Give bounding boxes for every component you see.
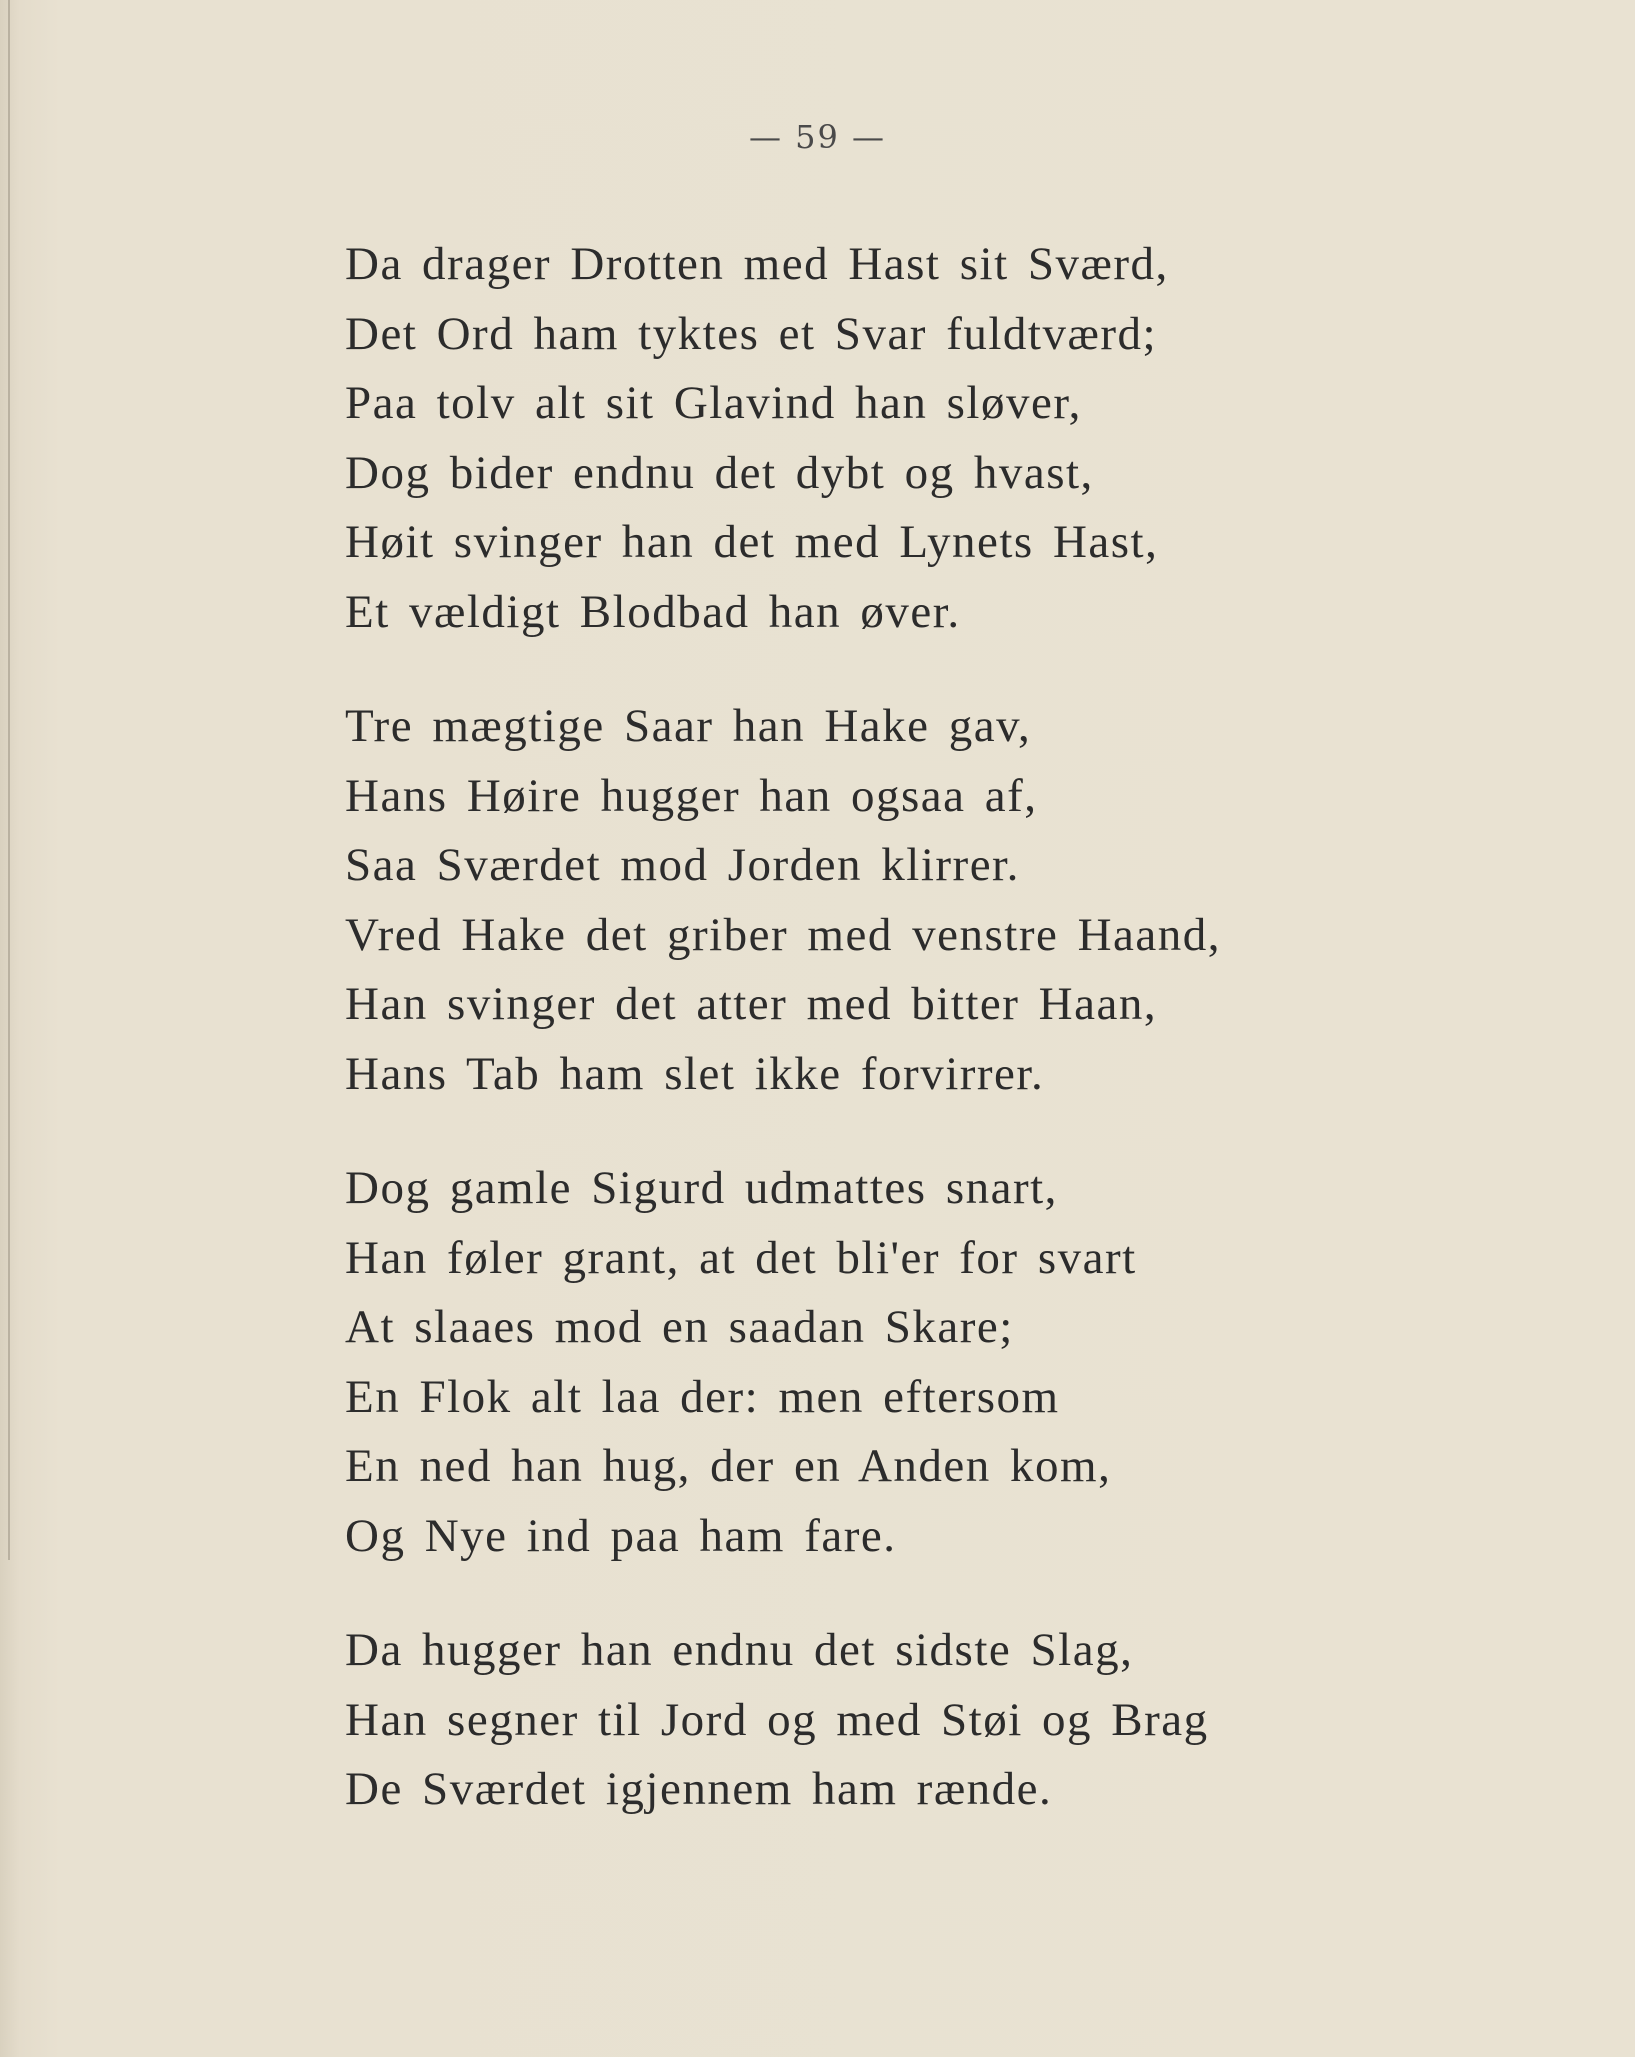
- poem-line: Vred Hake det griber med venstre Haand,: [345, 908, 1221, 961]
- poem-line: At slaaes mod en saadan Skare;: [345, 1301, 1014, 1353]
- poem-line: Han føler grant, at det bli'er for svart: [345, 1231, 1137, 1284]
- poem-line: Han segner til Jord og med Støi og Brag: [345, 1693, 1209, 1746]
- poem-line: En Flok alt laa der: men eftersom: [345, 1370, 1060, 1423]
- poem-line: Hans Tab ham slet ikke forvirrer.: [345, 1047, 1045, 1100]
- poem-line: Paa tolv alt sit Glavind han sløver,: [345, 377, 1082, 429]
- poem-line: En ned han hug, der en Anden kom,: [345, 1440, 1112, 1492]
- poem-line: Saa Sværdet mod Jorden klirrer.: [345, 839, 1020, 891]
- poem-line: Hans Høire hugger han ogsaa af,: [345, 769, 1038, 822]
- poem-line: De Sværdet igjennem ham rænde.: [345, 1763, 1053, 1815]
- page-number: — 59 —: [748, 118, 887, 156]
- poem-line: Dog bider endnu det dybt og hvast,: [345, 446, 1094, 499]
- poem-line: Han svinger det atter med bitter Haan,: [345, 978, 1158, 1030]
- stanza-4: [345, 1616, 1345, 1825]
- poem-line: Høit svinger han det med Lynets Hast,: [345, 516, 1159, 568]
- poem-line: Og Nye ind paa ham fare.: [345, 1509, 897, 1562]
- poem-line: Da hugger han endnu det sidste Slag,: [345, 1624, 1134, 1676]
- poem-line: Da drager Drotten med Hast sit Sværd,: [345, 238, 1169, 290]
- stanza-1: [345, 230, 1345, 647]
- poem-line: Tre mægtige Saar han Hake gav,: [345, 700, 1032, 752]
- stanza-3: [345, 1154, 1345, 1571]
- page-gutter: [8, 0, 10, 1560]
- poem-line: Dog gamle Sigurd udmattes snart,: [345, 1162, 1058, 1214]
- poem-line: Det Ord ham tyktes et Svar fuldtværd;: [345, 307, 1158, 360]
- poem: [345, 230, 1345, 1870]
- poem-line: Et vældigt Blodbad han øver.: [345, 585, 961, 638]
- stanza-2: [345, 692, 1345, 1109]
